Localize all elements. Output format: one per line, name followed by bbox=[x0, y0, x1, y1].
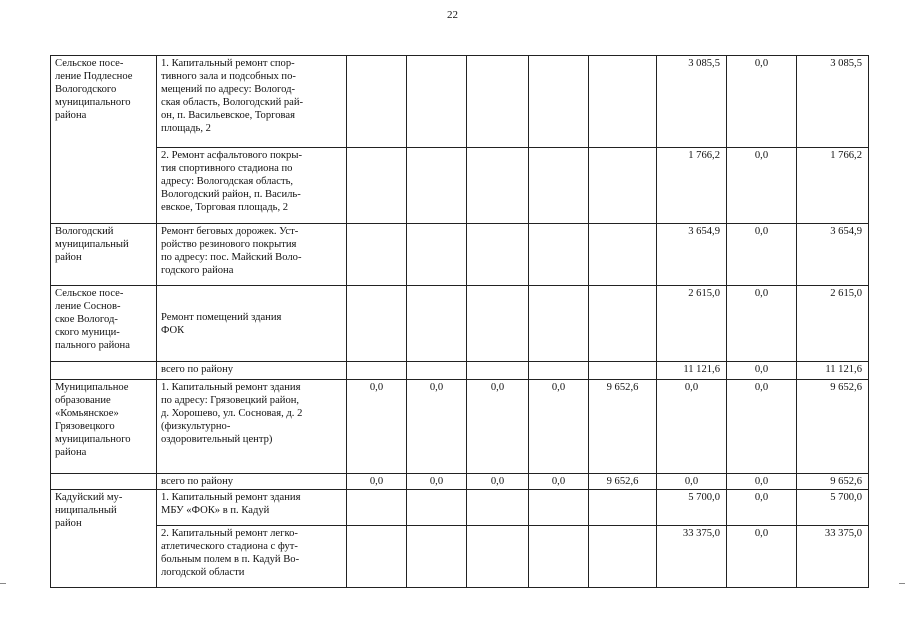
table-row bbox=[51, 148, 869, 224]
value-cell bbox=[589, 526, 657, 588]
object-description: Ремонт беговых дорожек. Уст- ройство резинового покрытия по адресу: пос. Майский Воло- годского района bbox=[161, 226, 302, 276]
value-cell: 3 654,9 bbox=[797, 224, 869, 286]
total-value bbox=[407, 362, 467, 380]
value-cell bbox=[347, 526, 407, 588]
empty-cell bbox=[51, 474, 157, 490]
municipality-cell bbox=[51, 380, 157, 474]
value-cell: 33 375,0 bbox=[797, 526, 869, 588]
total-value bbox=[347, 362, 407, 380]
value-cell bbox=[467, 286, 529, 362]
value-cell bbox=[589, 490, 657, 526]
value-cell bbox=[407, 526, 467, 588]
value-cell: 33 375,0 bbox=[657, 526, 727, 588]
value-cell: 2 615,0 bbox=[657, 286, 727, 362]
object-cell bbox=[157, 286, 347, 362]
value-cell: 9 652,6 bbox=[797, 380, 869, 474]
value-cell bbox=[347, 56, 407, 148]
value-cell bbox=[407, 56, 467, 148]
value-cell: 5 700,0 bbox=[657, 490, 727, 526]
municipality-name: Вологодский муниципальный район bbox=[55, 226, 129, 263]
value-cell bbox=[529, 224, 589, 286]
value-cell bbox=[407, 490, 467, 526]
value-cell bbox=[467, 526, 529, 588]
total-label: всего по району bbox=[157, 362, 347, 380]
total-value bbox=[529, 362, 589, 380]
value-cell: 0,0 bbox=[467, 380, 529, 474]
value-cell: 0,0 bbox=[529, 380, 589, 474]
municipality-cell bbox=[51, 490, 157, 588]
total-value: 9 652,6 bbox=[797, 474, 869, 490]
value-cell: 0,0 bbox=[727, 286, 797, 362]
total-value: 0,0 bbox=[467, 474, 529, 490]
object-description: Ремонт помещений здания ФОК bbox=[161, 311, 282, 336]
value-cell: 0,0 bbox=[407, 380, 467, 474]
municipality-name: Кадуйский му- ниципальный район bbox=[55, 492, 123, 529]
table-row bbox=[51, 526, 869, 588]
total-value: 0,0 bbox=[407, 474, 467, 490]
object-cell bbox=[157, 224, 347, 286]
object-description: 2. Капитальный ремонт легко- атлетического стадиона с фут- больным полем в п. Кадуй Во- логодской области bbox=[161, 528, 300, 578]
total-value: 11 121,6 bbox=[797, 362, 869, 380]
value-cell bbox=[589, 148, 657, 224]
district-total-row bbox=[51, 362, 869, 380]
municipality-cell bbox=[51, 224, 157, 286]
value-cell: 3 654,9 bbox=[657, 224, 727, 286]
object-description: 2. Ремонт асфальтового покры- тия спортивного стадиона по адресу: Вологодская область, Вологодский район, п. Василь- евское, Торговая площадь, 2 bbox=[161, 150, 302, 213]
value-cell: 0,0 bbox=[727, 148, 797, 224]
value-cell bbox=[529, 148, 589, 224]
value-cell: 1 766,2 bbox=[657, 148, 727, 224]
value-cell bbox=[347, 148, 407, 224]
value-cell: 0,0 bbox=[727, 224, 797, 286]
value-cell bbox=[407, 148, 467, 224]
value-cell bbox=[529, 526, 589, 588]
value-cell: 2 615,0 bbox=[797, 286, 869, 362]
table-row bbox=[51, 286, 869, 362]
value-cell: 3 085,5 bbox=[797, 56, 869, 148]
value-cell bbox=[467, 490, 529, 526]
edge-mark-left bbox=[0, 583, 6, 584]
empty-cell bbox=[51, 362, 157, 380]
value-cell bbox=[347, 286, 407, 362]
total-value: 11 121,6 bbox=[657, 362, 727, 380]
object-description: 1. Капитальный ремонт спор- тивного зала и подсобных по- мещений по адресу: Вологод- ская область, Вологодский рай- он, п. Васильевское, Торговая площадь, 2 bbox=[161, 58, 304, 134]
value-cell: 0,0 bbox=[727, 380, 797, 474]
value-cell: 0,0 bbox=[727, 490, 797, 526]
table-row bbox=[51, 56, 869, 148]
value-cell bbox=[467, 56, 529, 148]
value-cell bbox=[407, 224, 467, 286]
total-value: 0,0 bbox=[529, 474, 589, 490]
municipality-name: Сельское посе- ление Подлесное Вологодского муниципального района bbox=[55, 58, 133, 121]
table-row bbox=[51, 224, 869, 286]
value-cell bbox=[589, 56, 657, 148]
value-cell bbox=[529, 56, 589, 148]
value-cell: 0,0 bbox=[727, 56, 797, 148]
object-cell bbox=[157, 56, 347, 148]
total-value: 9 652,6 bbox=[589, 474, 657, 490]
table-row bbox=[51, 490, 869, 526]
value-cell bbox=[529, 286, 589, 362]
municipality-cell bbox=[51, 286, 157, 362]
value-cell bbox=[467, 148, 529, 224]
value-cell: 0,0 bbox=[657, 380, 727, 474]
value-cell bbox=[589, 286, 657, 362]
municipality-name: Сельское посе- ление Соснов- ское Вологод- ского муници- пального района bbox=[55, 288, 130, 351]
value-cell: 1 766,2 bbox=[797, 148, 869, 224]
value-cell: 3 085,5 bbox=[657, 56, 727, 148]
value-cell: 0,0 bbox=[727, 526, 797, 588]
object-description: 1. Капитальный ремонт здания по адресу: Грязовецкий район, д. Хорошево, ул. Сосновая, д. 2 (физкультурно- оздоровительный центр) bbox=[161, 382, 303, 445]
total-value: 0,0 bbox=[727, 474, 797, 490]
total-label: всего по району bbox=[157, 474, 347, 490]
total-value: 0,0 bbox=[727, 362, 797, 380]
municipality-name: Муниципальное образование «Комьянское» Грязовецкого муниципального района bbox=[55, 382, 131, 458]
total-value: 0,0 bbox=[347, 474, 407, 490]
value-cell bbox=[529, 490, 589, 526]
value-cell: 5 700,0 bbox=[797, 490, 869, 526]
funding-table bbox=[50, 55, 869, 588]
value-cell: 0,0 bbox=[347, 380, 407, 474]
value-cell: 9 652,6 bbox=[589, 380, 657, 474]
value-cell bbox=[589, 224, 657, 286]
total-value: 0,0 bbox=[657, 474, 727, 490]
total-value bbox=[467, 362, 529, 380]
value-cell bbox=[347, 224, 407, 286]
object-cell bbox=[157, 148, 347, 224]
table-body bbox=[51, 56, 869, 588]
value-cell bbox=[467, 224, 529, 286]
page-number: 22 bbox=[447, 9, 458, 21]
value-cell bbox=[347, 490, 407, 526]
object-description: 1. Капитальный ремонт здания МБУ «ФОК» в п. Кадуй bbox=[161, 492, 301, 516]
district-total-row bbox=[51, 474, 869, 490]
municipality-cell bbox=[51, 56, 157, 224]
edge-mark-right bbox=[899, 583, 905, 584]
table-row bbox=[51, 380, 869, 474]
object-cell bbox=[157, 526, 347, 588]
value-cell bbox=[407, 286, 467, 362]
object-cell bbox=[157, 490, 347, 526]
total-value bbox=[589, 362, 657, 380]
object-cell bbox=[157, 380, 347, 474]
